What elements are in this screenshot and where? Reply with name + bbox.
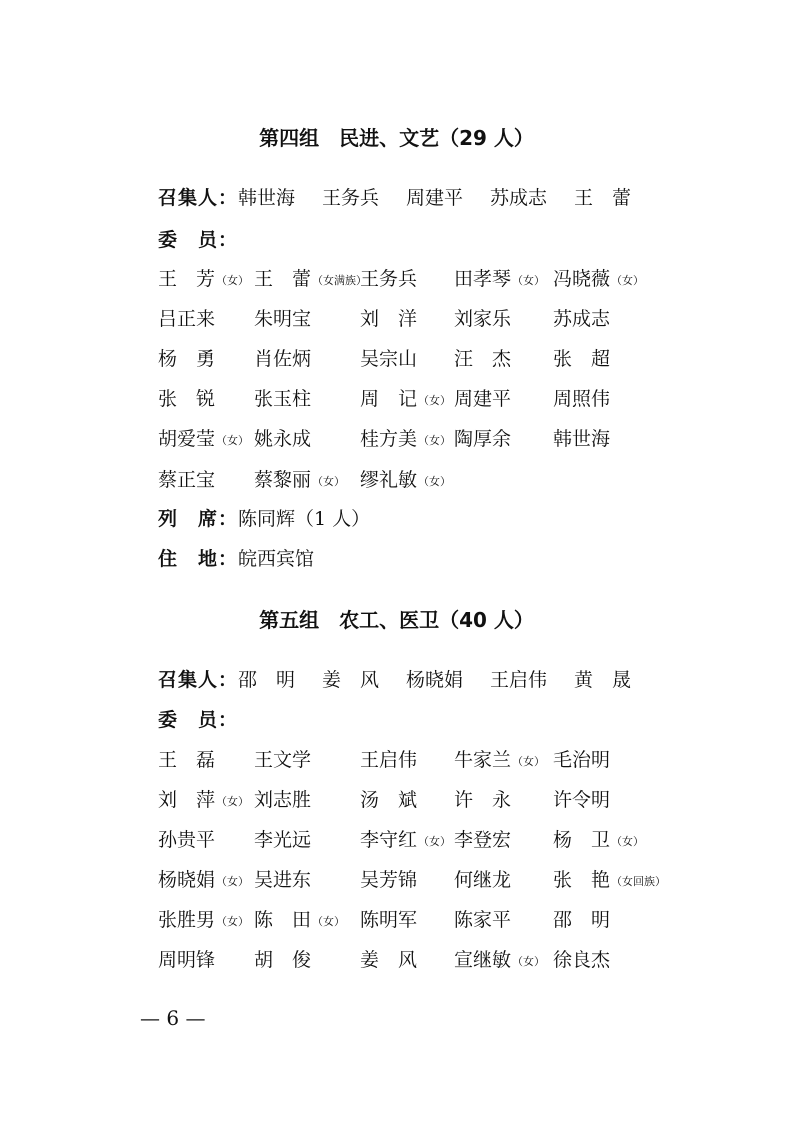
member-entry <box>158 265 249 295</box>
member-note: （女） <box>611 274 645 287</box>
member-entry <box>360 786 417 814</box>
member-entry <box>254 305 311 333</box>
member-entry <box>553 866 666 896</box>
member-name: 周照伟 <box>553 388 611 410</box>
member-entry <box>454 786 511 814</box>
member-name: 王启伟 <box>360 749 418 771</box>
member-name: 陈 田 <box>254 909 312 931</box>
member-name: 张玉柱 <box>254 388 312 410</box>
member-entry <box>254 786 311 814</box>
group-4-residence <box>158 545 314 573</box>
member-entry <box>254 425 311 453</box>
member-name: 张 锐 <box>158 388 216 410</box>
member-entry <box>360 305 417 333</box>
convener-name: 邵 明 <box>238 669 296 691</box>
member-note: （女） <box>312 915 346 928</box>
member-entry <box>360 946 417 974</box>
member-name: 陈家平 <box>454 909 512 931</box>
member-entry <box>553 385 610 413</box>
member-note: （女满族） <box>312 274 368 287</box>
member-name: 吴进东 <box>254 869 312 891</box>
members-label: 委 员： <box>158 229 239 251</box>
member-name: 周明锋 <box>158 949 216 971</box>
group-5-conveners <box>158 666 634 694</box>
member-name: 田孝琴 <box>454 268 512 290</box>
member-note: （女） <box>418 475 452 488</box>
group-5-members-heading <box>158 706 238 734</box>
member-note: （女） <box>216 915 250 928</box>
members-row <box>158 786 678 814</box>
member-note: （女回族） <box>611 875 667 888</box>
member-name: 许 永 <box>454 789 512 811</box>
conveners-label: 召集人： <box>158 669 239 691</box>
member-name: 刘家乐 <box>454 308 512 330</box>
member-entry <box>158 345 215 373</box>
member-entry <box>454 866 511 894</box>
member-entry <box>360 906 417 934</box>
group-4-title: 第四组 民进、文艺（29 人） <box>259 126 534 150</box>
conveners-list <box>238 666 634 694</box>
member-name: 邵 明 <box>553 909 611 931</box>
member-note: （女） <box>512 274 546 287</box>
member-name: 蔡正宝 <box>158 469 216 491</box>
member-entry <box>553 786 610 814</box>
group-5-title: 第五组 农工、医卫（40 人） <box>259 608 534 632</box>
member-name: 王务兵 <box>360 268 418 290</box>
member-entry <box>254 466 345 496</box>
member-entry <box>553 826 644 856</box>
member-name: 孙贵平 <box>158 829 216 851</box>
member-note: （女） <box>418 835 452 848</box>
convener-name: 王启伟 <box>490 669 548 691</box>
member-name: 宣继敏 <box>454 949 512 971</box>
member-entry <box>454 305 511 333</box>
member-entry <box>360 385 451 415</box>
member-name: 杨晓娟 <box>158 869 216 891</box>
member-note: （女） <box>512 955 546 968</box>
member-entry <box>158 906 249 936</box>
member-entry <box>454 425 511 453</box>
member-entry <box>454 345 511 373</box>
member-name: 吕正来 <box>158 308 216 330</box>
member-entry <box>254 946 311 974</box>
member-note: （女） <box>312 475 346 488</box>
members-row <box>158 466 678 494</box>
member-note: （女） <box>512 755 546 768</box>
member-entry <box>254 826 311 854</box>
member-name: 朱明宝 <box>254 308 312 330</box>
member-name: 王文学 <box>254 749 312 771</box>
convener-name: 黄 晟 <box>574 669 632 691</box>
attendee-value: 陈同辉（1 人） <box>238 508 371 530</box>
member-entry <box>360 425 451 455</box>
member-entry <box>254 265 367 295</box>
page-number: — 6 — <box>140 1006 206 1030</box>
group-4-conveners <box>158 184 634 212</box>
member-entry <box>254 385 311 413</box>
member-name: 姚永成 <box>254 428 312 450</box>
member-entry <box>158 425 249 455</box>
member-note: （女） <box>418 394 452 407</box>
member-name: 杨 卫 <box>553 829 611 851</box>
member-name: 刘 洋 <box>360 308 418 330</box>
conveners-label: 召集人： <box>158 187 239 209</box>
member-entry <box>158 866 249 896</box>
member-entry <box>158 466 215 494</box>
member-name: 毛治明 <box>553 749 611 771</box>
member-entry <box>553 906 610 934</box>
member-entry <box>553 746 610 774</box>
member-entry <box>158 826 215 854</box>
group-4-members-heading <box>158 226 238 254</box>
member-name: 何继龙 <box>454 869 512 891</box>
member-name: 王 磊 <box>158 749 216 771</box>
member-name: 蔡黎丽 <box>254 469 312 491</box>
members-row <box>158 305 678 333</box>
member-entry <box>254 866 311 894</box>
member-entry <box>254 746 311 774</box>
member-note: （女） <box>611 835 645 848</box>
member-name: 李登宏 <box>454 829 512 851</box>
member-entry <box>360 345 417 373</box>
member-name: 韩世海 <box>553 428 611 450</box>
member-name: 张 超 <box>553 348 611 370</box>
member-name: 吴芳锦 <box>360 869 418 891</box>
member-entry <box>158 385 215 413</box>
member-entry <box>553 425 610 453</box>
members-row <box>158 746 678 774</box>
member-name: 张胜男 <box>158 909 216 931</box>
convener-name: 周建平 <box>406 187 464 209</box>
member-name: 王 芳 <box>158 268 216 290</box>
residence-label: 住 地： <box>158 548 239 570</box>
member-entry <box>454 946 545 976</box>
member-name: 张 艳 <box>553 869 611 891</box>
member-name: 肖佐炳 <box>254 348 312 370</box>
member-entry <box>158 305 215 333</box>
convener-name: 苏成志 <box>490 187 548 209</box>
member-name: 李光远 <box>254 829 312 851</box>
member-entry <box>360 746 417 774</box>
member-note: （女） <box>418 434 452 447</box>
member-note: （女） <box>216 875 250 888</box>
member-name: 陈明军 <box>360 909 418 931</box>
member-name: 汪 杰 <box>454 348 512 370</box>
convener-name: 王 蕾 <box>574 187 632 209</box>
residence-value: 皖西宾馆 <box>238 548 315 570</box>
member-note: （女） <box>216 274 250 287</box>
members-row <box>158 425 678 453</box>
member-name: 胡爱莹 <box>158 428 216 450</box>
convener-name: 王务兵 <box>322 187 380 209</box>
member-name: 王 蕾 <box>254 268 312 290</box>
member-name: 周 记 <box>360 388 418 410</box>
member-name: 陶厚余 <box>454 428 512 450</box>
member-entry <box>553 305 610 333</box>
member-entry <box>454 826 511 854</box>
members-row <box>158 866 678 894</box>
members-row <box>158 345 678 373</box>
member-name: 胡 俊 <box>254 949 312 971</box>
member-name: 周建平 <box>454 388 512 410</box>
member-name: 桂方美 <box>360 428 418 450</box>
member-entry <box>254 906 345 936</box>
convener-name: 姜 风 <box>322 669 380 691</box>
member-name: 牛家兰 <box>454 749 512 771</box>
members-row <box>158 826 678 854</box>
member-entry <box>158 946 215 974</box>
attendee-label: 列 席： <box>158 508 239 530</box>
convener-name: 杨晓娟 <box>406 669 464 691</box>
member-entry <box>553 265 644 295</box>
member-entry <box>158 786 249 816</box>
member-name: 汤 斌 <box>360 789 418 811</box>
member-name: 冯晓薇 <box>553 268 611 290</box>
member-name: 姜 风 <box>360 949 418 971</box>
members-row <box>158 946 678 974</box>
member-entry <box>360 826 451 856</box>
members-row <box>158 385 678 413</box>
member-name: 徐良杰 <box>553 949 611 971</box>
member-entry <box>454 906 511 934</box>
member-name: 苏成志 <box>553 308 611 330</box>
convener-name: 韩世海 <box>238 187 296 209</box>
member-name: 刘 萍 <box>158 789 216 811</box>
conveners-list <box>238 184 634 212</box>
member-name: 杨 勇 <box>158 348 216 370</box>
group-4-attendee <box>158 505 370 533</box>
member-entry <box>360 265 417 293</box>
member-entry <box>360 866 417 894</box>
member-name: 吴宗山 <box>360 348 418 370</box>
member-entry <box>553 946 610 974</box>
member-entry <box>360 466 451 496</box>
member-entry <box>454 265 545 295</box>
member-entry <box>158 746 215 774</box>
member-entry <box>454 746 545 776</box>
member-name: 李守红 <box>360 829 418 851</box>
member-entry <box>454 385 511 413</box>
members-row <box>158 265 678 293</box>
member-note: （女） <box>216 795 250 808</box>
member-note: （女） <box>216 434 250 447</box>
member-name: 许令明 <box>553 789 611 811</box>
member-entry <box>553 345 610 373</box>
members-row <box>158 906 678 934</box>
member-name: 刘志胜 <box>254 789 312 811</box>
members-label: 委 员： <box>158 709 239 731</box>
member-entry <box>254 345 311 373</box>
member-name: 缪礼敏 <box>360 469 418 491</box>
